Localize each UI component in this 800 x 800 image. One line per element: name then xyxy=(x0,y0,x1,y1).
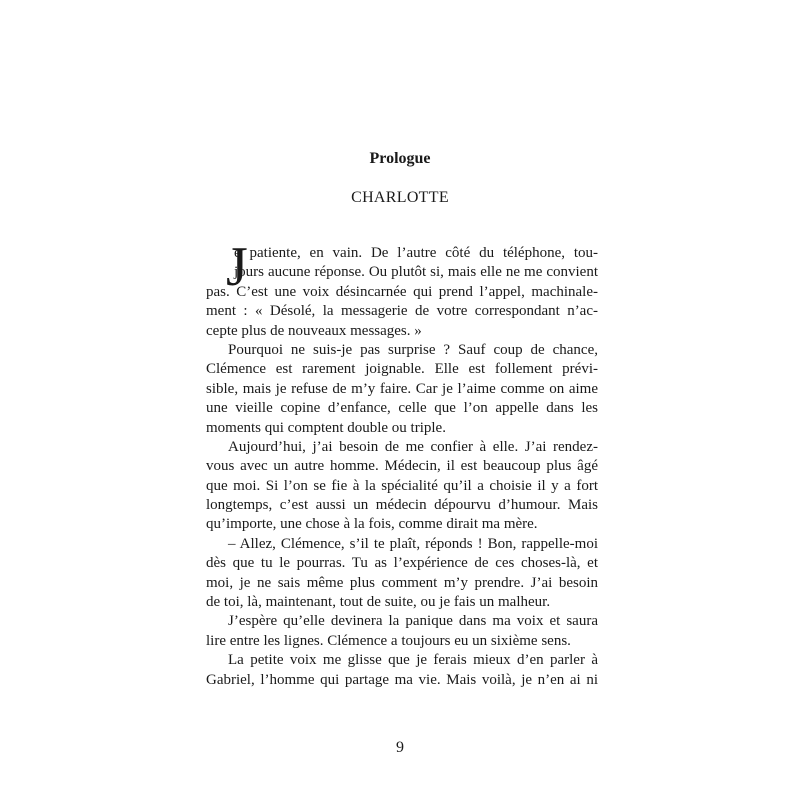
text-line: Pourquoi ne suis-je pas surprise ? Sauf coup de chance, xyxy=(228,341,598,358)
chapter-subtitle: CHARLOTTE xyxy=(351,189,449,206)
text-line: que moi. Si l’on se fie à la spécialité qu’il a choisie il y a fort xyxy=(206,477,598,494)
text-line: jours aucune réponse. Ou plutôt si, mais elle ne me convient xyxy=(234,264,598,281)
body-text xyxy=(206,236,598,690)
text-line: J’espère qu’elle devinera la panique dans ma voix et saura xyxy=(228,613,598,630)
text-line: qu’importe, une chose à la fois, comme dirait ma mère. xyxy=(206,516,538,533)
text-line: e patiente, en vain. De l’autre côté du téléphone, tou- xyxy=(234,245,598,261)
text-line: moi, je ne sais même plus comment m’y prendre. J’ai besoin xyxy=(206,574,598,591)
text-line: de toi, là, maintenant, tout de suite, ou je fais un malheur. xyxy=(206,594,551,611)
text-line: dès que tu le pourras. Tu as l’expérience de ces choses-là, et xyxy=(206,555,598,572)
text-line: cepte plus de nouveaux messages. » xyxy=(206,322,422,339)
text-line: sible, mais je refuse de m’y faire. Car je l’aime comme on aime xyxy=(206,380,598,397)
text-line: Gabriel, l’homme qui partage ma vie. Mais voilà, je n’en ai ni xyxy=(206,671,598,688)
text-line: longtemps, c’est aussi un médecin dépourvu d’humour. Mais xyxy=(206,497,598,514)
text-line: moments qui comptent double ou triple. xyxy=(206,419,446,436)
text-line: une vieille copine d’enfance, celle que l’on appelle dans les xyxy=(206,400,598,417)
text-line: Aujourd’hui, j’ai besoin de me confier à elle. J’ai rendez- xyxy=(228,438,598,455)
text-line: La petite voix me glisse que je ferais mieux d’en parler à xyxy=(228,652,598,669)
chapter-title: Prologue xyxy=(369,150,431,167)
text-line: vous avec un autre homme. Médecin, il est beaucoup plus âgé xyxy=(206,458,598,475)
text-line: ment : « Désolé, la messagerie de votre correspondant n’ac- xyxy=(206,303,598,320)
page-number: 9 xyxy=(396,739,404,756)
text-line: pas. C’est une voix désincarnée qui prend l’appel, machinale- xyxy=(206,283,598,300)
text-line: – Allez, Clémence, s’il te plaît, réponds ! Bon, rappelle-moi xyxy=(228,535,598,552)
text-line: lire entre les lignes. Clémence a toujours eu un sixième sens. xyxy=(206,632,571,649)
drop-cap: J xyxy=(226,236,248,298)
text-line: Clémence est rarement joignable. Elle est follement prévi- xyxy=(206,361,598,378)
